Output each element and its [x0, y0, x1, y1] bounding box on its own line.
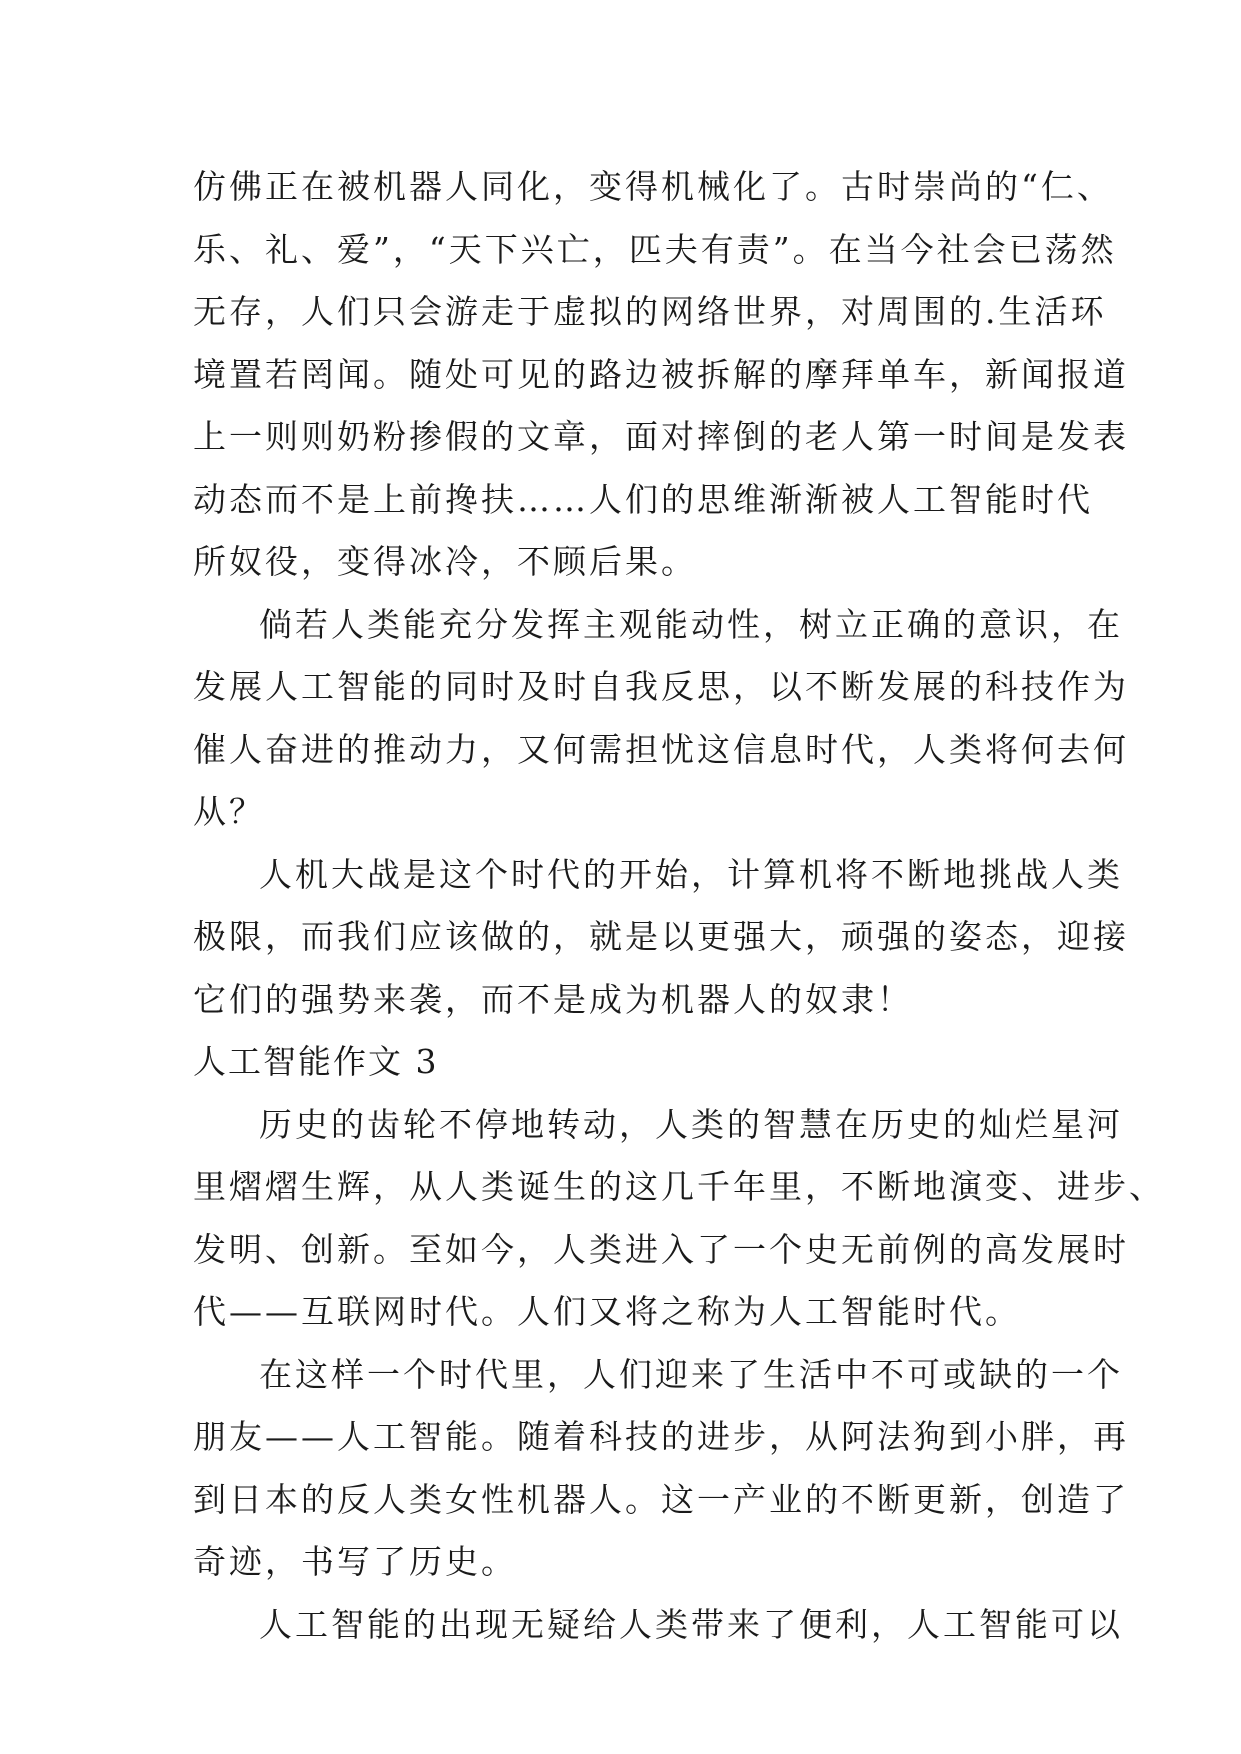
- text-line: 极限，而我们应该做的，就是以更强大，顽强的姿态，迎接: [193, 917, 1129, 956]
- text-line: 代——互联网时代。人们又将之称为人工智能时代。: [193, 1292, 1021, 1331]
- text-line: 朋友——人工智能。随着科技的进步，从阿法狗到小胖，再: [193, 1417, 1129, 1456]
- text-line: 在这样一个时代里，人们迎来了生活中不可或缺的一个: [259, 1354, 1123, 1394]
- text-line: 所奴役，变得冰冷，不顾后果。: [193, 542, 697, 581]
- paragraph: [193, 1594, 1123, 1657]
- paragraph: [193, 1094, 1165, 1344]
- text-line: 催人奋进的推动力，又何需担忧这信息时代，人类将何去何: [193, 729, 1129, 769]
- text-line: 倘若人类能充分发挥主观能动性，树立正确的意识，在: [259, 604, 1123, 644]
- text-line: 仿佛正在被机器人同化，变得机械化了。古时崇尚的“仁、: [193, 167, 1113, 206]
- paragraph: [193, 1344, 1129, 1594]
- text-line: 里熠熠生辉，从人类诞生的这几千年里，不断地演变、进步、: [193, 1167, 1165, 1206]
- text-line: 发明、创新。至如今，人类进入了一个史无前例的高发展时: [193, 1229, 1129, 1269]
- text-line: 到日本的反人类女性机器人。这一产业的不断更新，创造了: [193, 1479, 1129, 1519]
- text-line: 发展人工智能的同时及时自我反思，以不断发展的科技作为: [193, 667, 1129, 706]
- paragraph: [193, 844, 1129, 1032]
- text-line: 人工智能的出现无疑给人类带来了便利，人工智能可以: [259, 1604, 1123, 1644]
- text-line: 历史的齿轮不停地转动，人类的智慧在历史的灿烂星河: [259, 1104, 1123, 1144]
- text-line: 境置若罔闻。随处可见的路边被拆解的摩拜单车，新闻报道: [193, 354, 1129, 394]
- document-body: [193, 156, 1165, 1656]
- paragraph: [193, 594, 1129, 844]
- text-line: 奇迹，书写了历史。: [193, 1542, 517, 1581]
- text-line: 乐、礼、爱”，“天下兴亡，匹夫有责”。在当今社会已荡然: [193, 229, 1117, 269]
- paragraph: [193, 156, 1129, 594]
- text-line: 从？: [193, 792, 265, 831]
- section-heading: 人工智能作文 3: [193, 1042, 439, 1081]
- text-line: 动态而不是上前搀扶……人们的思维渐渐被人工智能时代: [193, 479, 1093, 519]
- text-line: 它们的强势来袭，而不是成为机器人的奴隶！: [193, 979, 913, 1019]
- text-line: 无存，人们只会游走于虚拟的网络世界，对周围的.生活环: [193, 292, 1107, 331]
- text-line: 上一则则奶粉掺假的文章，面对摔倒的老人第一时间是发表: [193, 417, 1129, 456]
- text-line: 人机大战是这个时代的开始，计算机将不断地挑战人类: [259, 854, 1123, 894]
